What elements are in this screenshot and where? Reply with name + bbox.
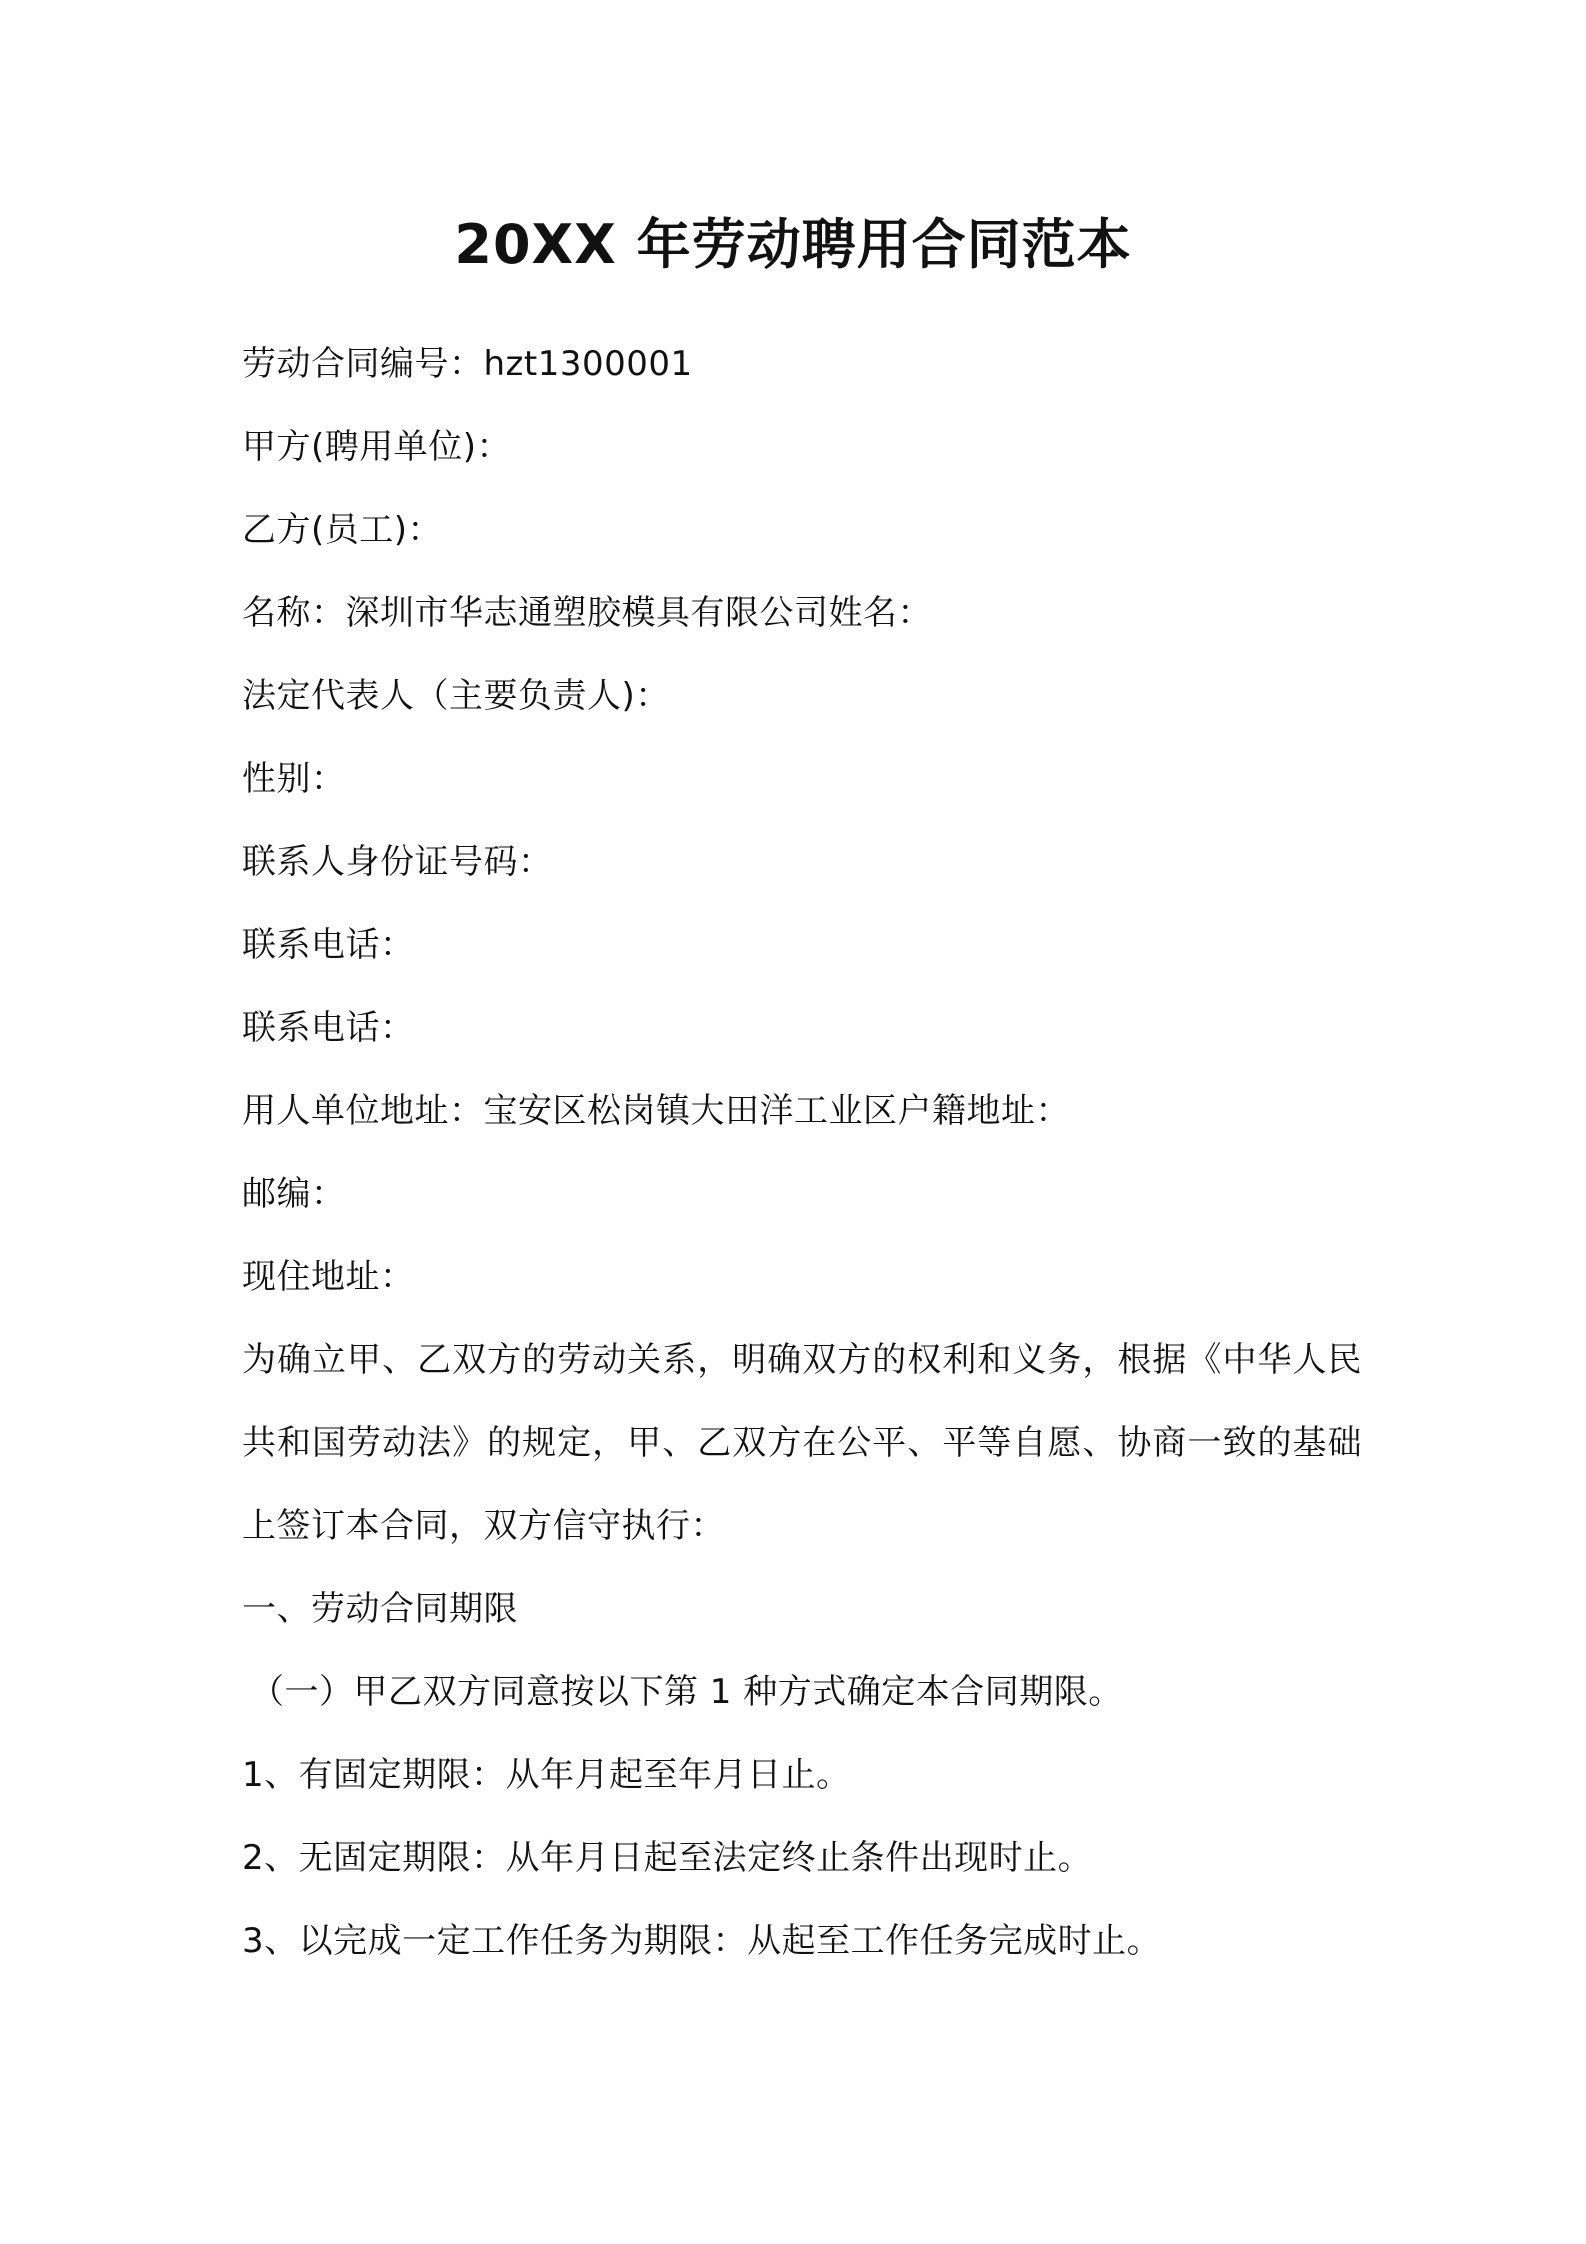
current-address-line: 现住地址： <box>242 1257 415 1297</box>
company-name-line: 名称：深圳市华志通塑胶模具有限公司姓名： <box>242 593 932 633</box>
option-2-line: 2、无固定期限：从年月日起至法定终止条件出现时止。 <box>242 1838 1093 1878</box>
id-number-line: 联系人身份证号码： <box>242 842 553 882</box>
employer-address-line: 用人单位地址：宝安区松岗镇大田洋工业区户籍地址： <box>242 1091 1070 1131</box>
option-3-line: 3、以完成一定工作任务为期限：从起至工作任务完成时止。 <box>242 1921 1162 1961</box>
gender-line: 性别： <box>242 759 346 799</box>
section-1-heading: 一、劳动合同期限 <box>242 1589 518 1629</box>
party-b-line: 乙方(员工)： <box>242 510 443 550</box>
postal-code-line: 邮编： <box>242 1174 346 1214</box>
contract-number-line: 劳动合同编号：hzt1300001 <box>242 344 693 384</box>
document-body <box>242 323 1362 1983</box>
document-title: 20XX 年劳动聘用合同范本 <box>454 213 1132 276</box>
legal-representative-line: 法定代表人（主要负责人)： <box>242 676 670 716</box>
intro-paragraph: 为确立甲、乙双方的劳动关系，明确双方的权利和义务，根据《中华人民共和国劳动法》的规定，甲、乙双方在公平、平等自愿、协商一致的基础上签订本合同，双方信守执行： <box>242 1340 1362 1546</box>
phone-line-2: 联系电话： <box>242 1008 415 1048</box>
option-1-line: 1、有固定期限：从年月起至年月日止。 <box>242 1755 851 1795</box>
phone-line-1: 联系电话： <box>242 925 415 965</box>
party-a-line: 甲方(聘用单位)： <box>242 427 512 467</box>
section-1-subclause: （一）甲乙双方同意按以下第 1 种方式确定本合同期限。 <box>250 1672 1123 1712</box>
